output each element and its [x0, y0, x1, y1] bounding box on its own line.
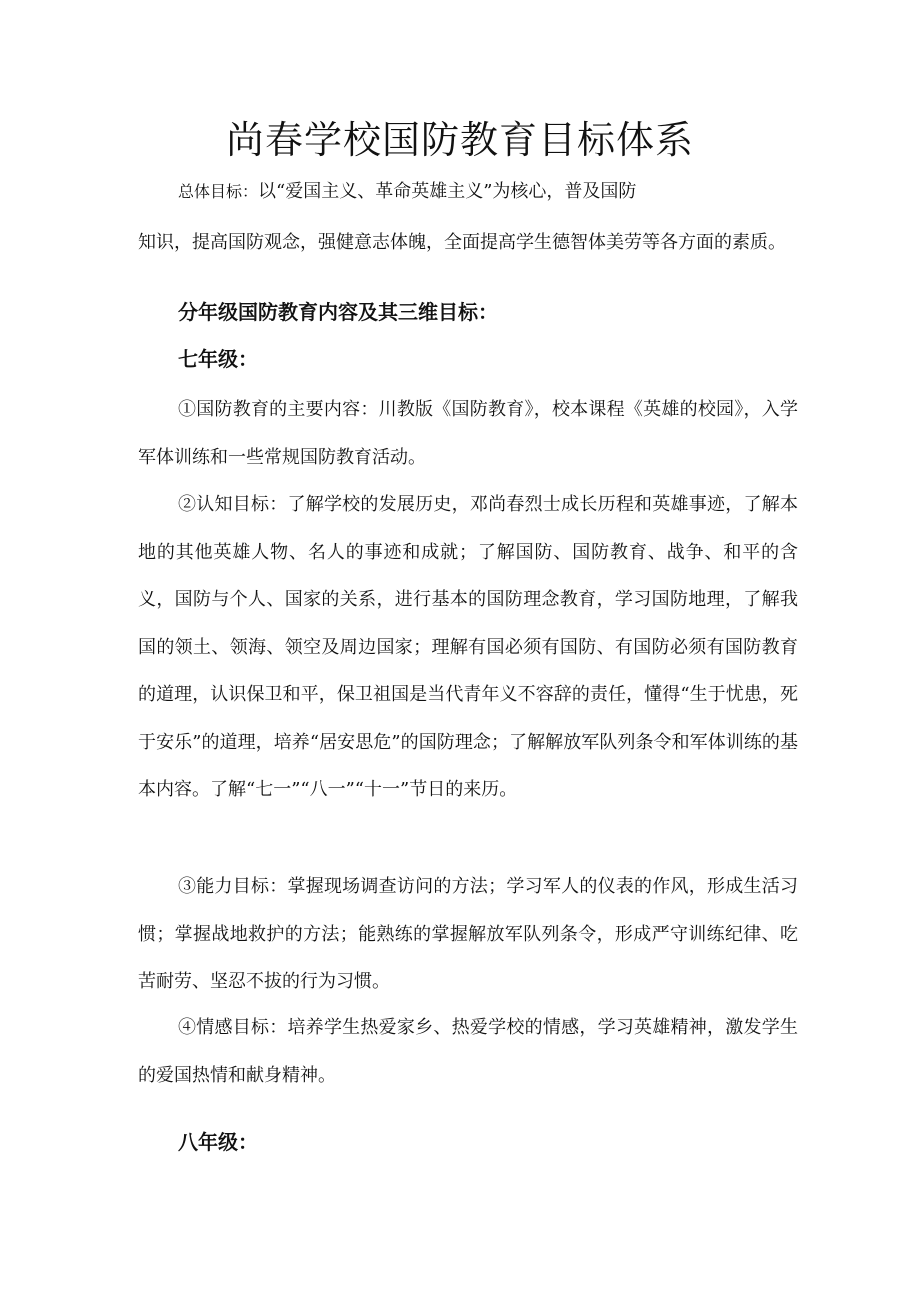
overall-goal: [138, 176, 798, 258]
overall-goal-label: 总体目标：: [178, 182, 259, 201]
grade7-ability-paragraph: ③能力目标：掌握现场调查访问的方法；学习军人的仪表的作风，形成生活习惯；掌握战地救护的方法；能熟练的掌握解放军队列条令，形成严守训练纪律、吃苦耐劳、坚忍不拔的行为习惯。: [138, 876, 798, 992]
overall-goal-text: 以“爱国主义、革命英雄主义”为核心，普及国防: [258, 181, 637, 202]
grade7-heading: 七年级：: [178, 347, 258, 371]
section-heading: 分年级国防教育内容及其三维目标：: [178, 300, 498, 324]
overall-goal-continuation: 知识，提高国防观念，强健意志体魄，全面提高学生德智体美劳等各方面的素质。: [138, 232, 786, 253]
grade7-content-paragraph: ①国防教育的主要内容：川教版《国防教育》，校本课程《英雄的校园》，入学军体训练和一些常规国防教育活动。: [138, 399, 798, 468]
grade8-heading: 八年级：: [178, 1130, 258, 1154]
overall-goal-first-line: [138, 176, 798, 208]
grade7-emotion-paragraph: ④情感目标：培养学生热爱家乡、热爱学校的情感，学习英雄精神，激发学生的爱国热情和献身精神。: [138, 1017, 798, 1086]
grade7-cognitive-paragraph: ②认知目标：了解学校的发展历史，邓尚春烈士成长历程和英雄事迹，了解本地的其他英雄人物、名人的事迹和成就；了解国防、国防教育、战争、和平的含义，国防与个人、国家的关系，进行基本的国防理念教育，学习国防地理，了解我国的领土、领海、领空及周边国家；理解有国必须有国防、有国防必须有国防教育的道理，认识保卫和平，保卫祖国是当代青年义不容辞的责任，懂得“生于忧患，死于安乐”的道理，培养“居安思危”的国防理念；了解解放军队列条令和军体训练的基本内容。了解“七一”“八一”“十一”节日的来历。: [138, 494, 798, 800]
document-title: 尚春学校国防教育目标体系: [225, 118, 694, 162]
